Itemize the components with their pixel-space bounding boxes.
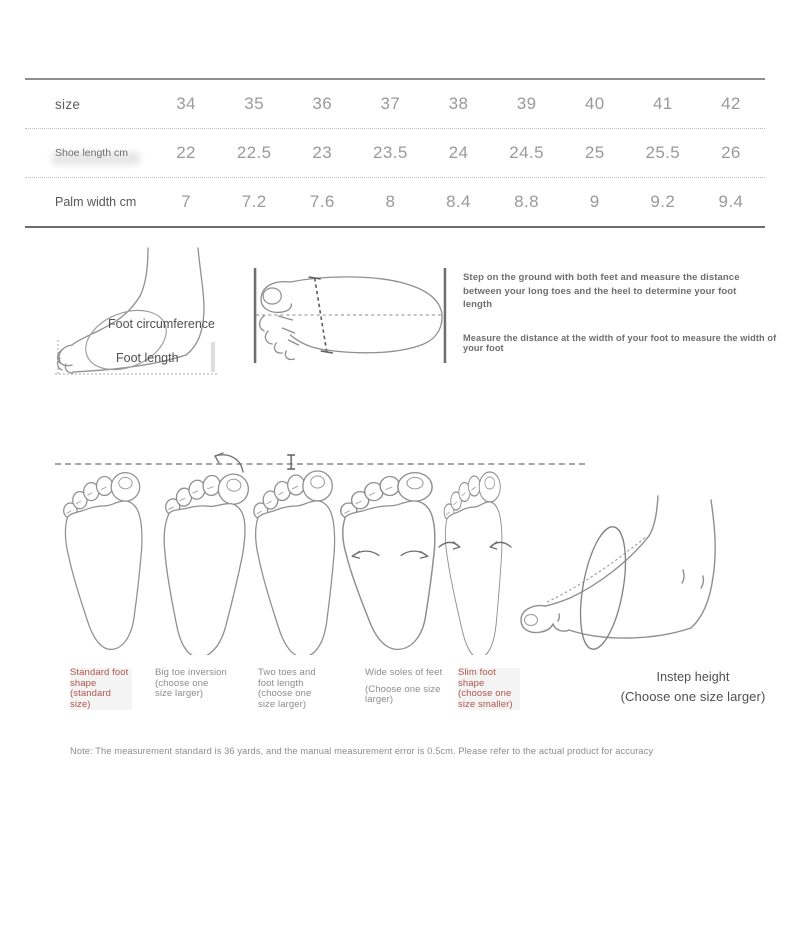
size-table-value: 34 <box>176 94 196 113</box>
size-table-value: 22.5 <box>236 143 272 162</box>
caption-standard-foot <box>70 668 132 710</box>
size-table-value: 38 <box>448 94 469 113</box>
size-table-value: 23 <box>312 143 333 162</box>
big-toe-inversion-foot-illustration <box>153 450 253 655</box>
size-table-value: 9.2 <box>650 192 676 211</box>
foot-circumference-label: Foot circumference <box>108 317 215 331</box>
row-values-palm-width <box>152 192 765 212</box>
size-table-value: 40 <box>584 94 605 113</box>
instep-height-foot-illustration <box>515 492 720 657</box>
caption-text: Two toes and foot length (choose one size larger) <box>258 667 316 710</box>
caption-wide-soles <box>365 668 460 706</box>
size-table-value: 26 <box>721 143 741 162</box>
two-toes-length-foot-illustration <box>248 452 346 655</box>
caption-text: Slim foot shape (choose one size smaller) <box>458 667 513 710</box>
size-table-value: 7.6 <box>309 192 335 211</box>
size-table-value: 24 <box>448 143 469 162</box>
row-header-shoe-length: Shoe length cm <box>55 147 128 159</box>
row-values-shoe-length <box>152 143 765 163</box>
size-table-value: 7.2 <box>241 192 267 211</box>
standard-foot-illustration <box>58 466 153 656</box>
caption-two-toes-length <box>258 668 330 710</box>
size-table-value: 35 <box>244 94 265 113</box>
foot-top-measure-illustration <box>250 258 450 373</box>
measurement-note: Note: The measurement standard is 36 yards, and the manual measurement error is 0.5cm. Please refer to the actual product for accuracy <box>70 746 654 756</box>
measuring-instructions <box>463 271 790 354</box>
table-row-shoe-length <box>25 128 765 177</box>
size-table-value: 9 <box>589 192 600 211</box>
table-row-palm-width <box>25 177 765 226</box>
size-table <box>25 78 765 228</box>
size-table-value: 7 <box>181 192 191 211</box>
caption-text: Big toe inversion (choose one size larger) <box>155 667 227 699</box>
size-table-value: 25 <box>584 143 605 162</box>
caption-subtext: (Choose one size larger) <box>620 689 766 704</box>
row-values-size <box>152 94 765 114</box>
size-table-value: 22 <box>176 143 196 162</box>
size-table-value: 41 <box>652 94 673 113</box>
size-table-value: 24.5 <box>509 143 544 162</box>
size-table-value: 39 <box>516 94 537 113</box>
wide-soles-foot-illustration <box>340 466 442 656</box>
size-table-value: 42 <box>721 94 741 113</box>
caption-subtext: (Choose one size larger) <box>365 683 441 705</box>
size-table-value: 8 <box>385 192 396 211</box>
size-table-value: 25.5 <box>645 143 681 162</box>
caption-big-toe-inversion <box>155 668 227 700</box>
caption-text: Standard foot shape (standard size) <box>70 667 129 710</box>
row-header-size: size <box>55 96 81 112</box>
size-table-value: 9.4 <box>718 192 744 211</box>
caption-text: Instep height <box>656 670 730 684</box>
size-table-value: 8.4 <box>446 192 471 211</box>
size-table-value: 36 <box>312 94 333 113</box>
caption-text: Wide soles of feet <box>365 667 443 678</box>
size-table-value: 37 <box>380 94 401 113</box>
slim-foot-illustration <box>430 455 520 655</box>
foot-width-instruction: Measure the distance at the width of your foot to measure the width of your foot <box>463 332 777 353</box>
caption-slim-foot <box>458 668 520 710</box>
caption-instep-height <box>608 668 778 706</box>
row-header-palm-width: Palm width cm <box>55 195 137 209</box>
foot-length-instruction: Step on the ground with both feet and measure the distance between your long toes and the heel to determine your foot length <box>463 272 740 310</box>
size-table-value: 8.8 <box>514 192 540 211</box>
foot-length-label: Foot length <box>116 351 179 365</box>
size-table-value: 23.5 <box>373 143 408 162</box>
table-row-size <box>25 80 765 128</box>
